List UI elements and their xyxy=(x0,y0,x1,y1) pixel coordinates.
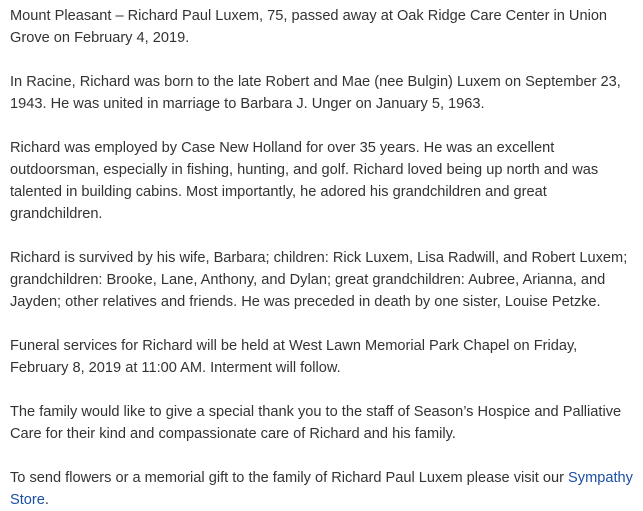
obituary-paragraph-birth-marriage: In Racine, Richard was born to the late Robert and Mae (nee Bulgin) Luxem on September 23, 1943. He was united in marriage to Barbara J. Unger on January 5, 1963. xyxy=(10,74,621,112)
obituary-paragraph-death-notice: Mount Pleasant – Richard Paul Luxem, 75, passed away at Oak Ridge Care Center in Union Grove on February 4, 2019. xyxy=(10,8,608,46)
obituary-paragraph-memorial xyxy=(10,467,635,511)
obituary-paragraph-services: Funeral services for Richard will be held at West Lawn Memorial Park Chapel on Friday, February 8, 2019 at 11:00 AM. Interment will follow. xyxy=(10,338,578,376)
obituary-paragraph-thanks: The family would like to give a special thank you to the staff of Season’s Hospice and Palliative Care for their kind and compassionate care of Richard and his family. xyxy=(10,404,622,442)
obituary-paragraph-career: Richard was employed by Case New Holland for over 35 years. He was an excellent outdoorsman, especially in fishing, hunting, and golf. Richard loved being up north and was talented in building cabins. Most importantly, he adored his grandchildren and great grandchildren. xyxy=(10,140,599,222)
sympathy-store-link[interactable]: Sympathy Store xyxy=(10,470,633,508)
memorial-period: . xyxy=(44,492,49,508)
memorial-text: To send flowers or a memorial gift to the family of Richard Paul Luxem please visit our xyxy=(10,470,569,486)
obituary-paragraph-survivors: Richard is survived by his wife, Barbara; children: Rick Luxem, Lisa Radwill, and Robert Luxem; grandchildren: Brooke, Lane, Anthony, and Dylan; great grandchildren: Aubree, Arianna, and Jayden; other relatives and friends. He was preceded in death by one sister, Louise Petzke. xyxy=(10,250,628,310)
